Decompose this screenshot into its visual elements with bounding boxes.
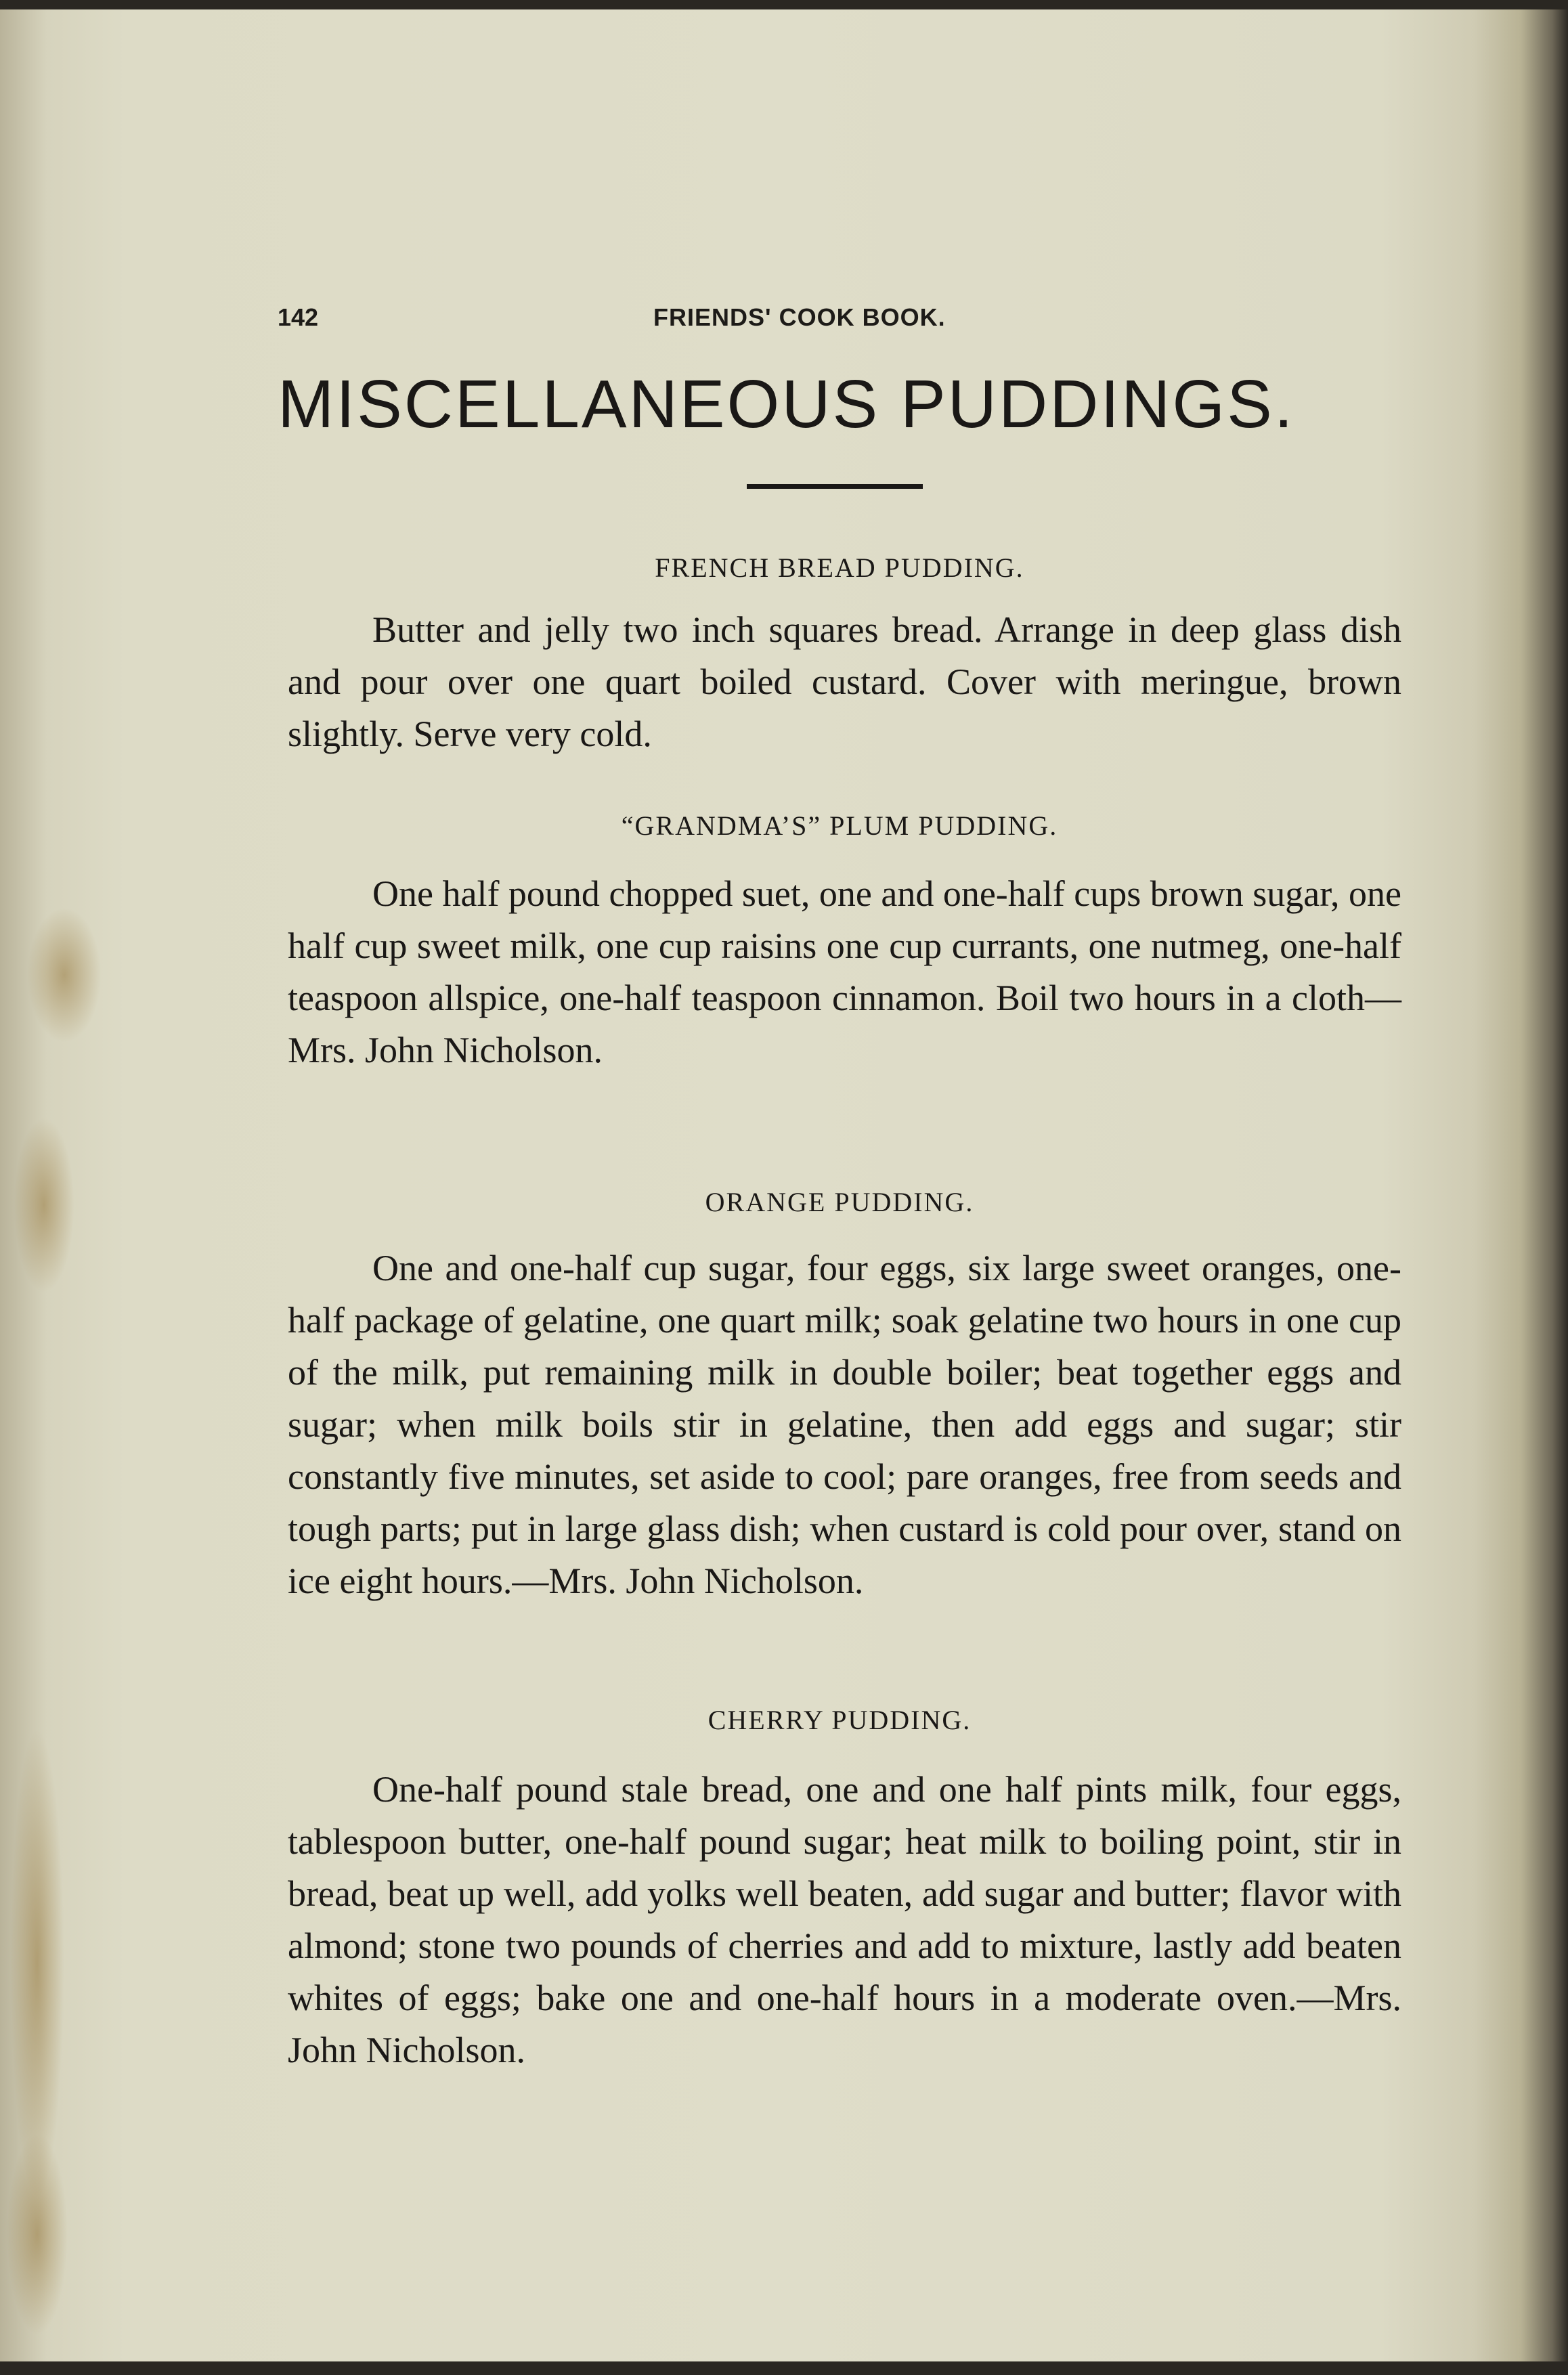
recipe-body: Butter and jelly two inch squares bread. Arrange in deep glass dish and pour over one quart boiled custard. Cover with meringue, brown slightly. Serve very cold. xyxy=(288,609,1401,754)
page-stain xyxy=(10,1726,64,2200)
running-title: FRIENDS' COOK BOOK. xyxy=(653,303,946,331)
title-divider xyxy=(747,484,923,489)
page-top-edge xyxy=(0,0,1568,9)
page-number: 142 xyxy=(278,303,319,331)
page-stain xyxy=(27,907,102,1043)
recipe-heading: FRENCH BREAD PUDDING. xyxy=(655,552,1024,583)
recipe-heading: CHERRY PUDDING. xyxy=(707,1705,972,1735)
recipe-body: One half pound chopped suet, one and one-half cups brown sugar, one half cup sweet milk, one cup raisins one cup currants, one nutmeg, one-half teaspoon allspice, one-half teaspoon cinnamon. Boil two hours in a cloth—Mrs. John Nicholson. xyxy=(288,873,1401,1070)
recipe-body: One and one-half cup sugar, four eggs, six large sweet oranges, one-half package of gelatine, one quart milk; soak gelatine two hours in one cup of the milk, put remaining milk in double boiler; beat together eggs and sugar; when milk boils stir in gelatine, then add eggs and sugar; stir constantly five minutes, set aside to cool; pare oranges, free from seeds and tough parts; put in large glass dish; when custard is cold pour over, stand on ice eight hours.—Mrs. John Nicholson. xyxy=(288,1248,1401,1601)
page-title: MISCELLANEOUS PUDDINGS. xyxy=(278,366,1295,442)
page-stain xyxy=(14,1117,74,1293)
recipe-heading: “GRANDMA’S” PLUM PUDDING. xyxy=(621,810,1058,841)
page-bottom-edge xyxy=(0,2361,1568,2375)
recipe-heading: ORANGE PUDDING. xyxy=(705,1187,974,1217)
running-header xyxy=(278,303,1395,344)
recipe-body: One-half pound stale bread, one and one half pints milk, four eggs, tablespoon butter, one-half pound sugar; heat milk to boiling point, stir in bread, beat up well, add yolks well beaten, add sugar and butter; flavor with almond; stone two pounds of cherries and add to mixture, lastly add beaten whites of eggs; bake one and one-half hours in a moderate oven.—Mrs. John Nicholson. xyxy=(288,1769,1401,2070)
page-stain xyxy=(7,2133,68,2336)
